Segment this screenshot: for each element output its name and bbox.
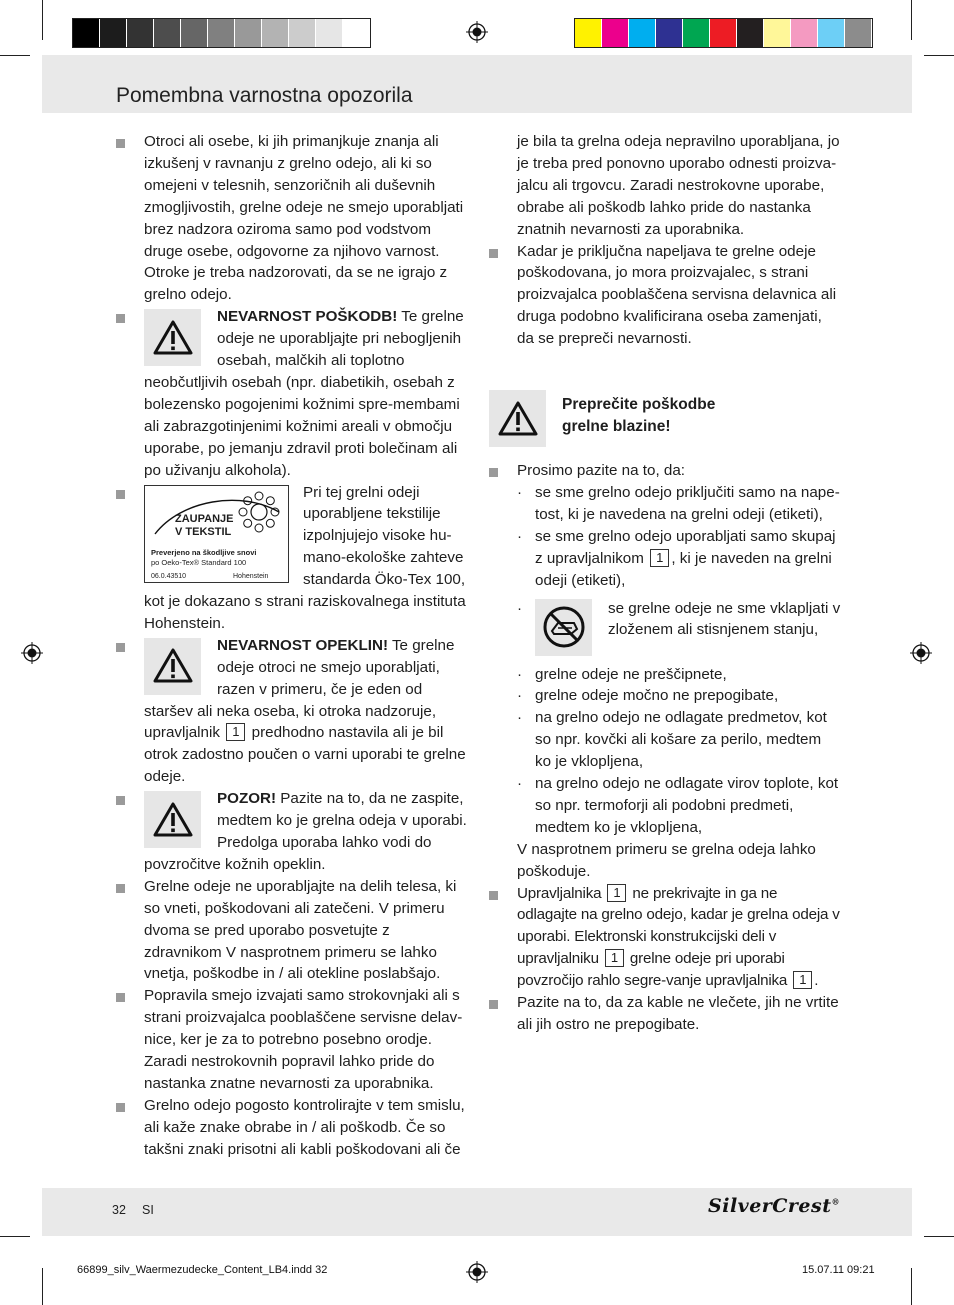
warning-triangle-icon — [489, 390, 546, 447]
sub-item-text: na grelno odejo ne odlagate predmetov, kot so npr. kovčki ali košare za perilo, medtem ko je vklopljena, — [535, 709, 827, 771]
item-text: Otroci ali osebe, ki jih primanjkuje znanja ali izkušenj v ravnanju z grelno odejo, ali ki so omejeni v telesnih, senzoričnih ali duševnih zmogljivostih, grelne odeje ne smejo uporabljati brez nadzora oziroma samo pod vodstvom druge osebe, odgovorne za njihovo varnost. Otroke je treba nadzorovati, da se ne igrajo z grelno odejo. — [144, 133, 464, 304]
color-swatch — [818, 19, 845, 47]
item-text: Te grelne odeje otroci ne smejo uporabljati, razen v primeru, če je eden od staršev ali neka oseba, ki otroka nadzoruje, upravljalnik — [144, 636, 455, 742]
registration-mark-icon — [466, 21, 488, 43]
list-item — [116, 985, 468, 1095]
color-swatch — [575, 19, 602, 47]
sub-item-text: , ki je naveden na grelni odeji (etiketi), — [535, 549, 832, 589]
registration-mark-icon — [466, 1261, 488, 1283]
page-number: 32 — [112, 1203, 126, 1217]
right-column — [489, 131, 841, 1036]
controller-ref-badge: 1 — [607, 884, 626, 902]
brand-registered-mark: ® — [831, 1196, 840, 1207]
color-swatch — [602, 19, 629, 47]
list-item — [116, 131, 468, 306]
list-item — [489, 992, 841, 1036]
list-item-continued — [489, 131, 841, 241]
crop-mark — [911, 1268, 912, 1305]
list-item — [116, 788, 468, 876]
oeko-line-4: po Oeko-Tex® Standard 100 — [151, 557, 247, 567]
item-text: Pazite na to, da ne zaspite, medtem ko je grelna odeja v uporabi. Predolga uporaba lahko vodi do povzročitve kožnih opeklin. — [144, 790, 467, 873]
registration-mark-icon — [21, 642, 43, 664]
item-text: grelne odeje pri uporabi povzročijo rahlo segre-vanje upravljalnika — [517, 950, 792, 990]
item-text: . — [814, 972, 819, 990]
color-swatch — [181, 19, 208, 47]
bullet-square-icon — [116, 884, 125, 893]
date-slug: 15.07.11 09:21 — [802, 1264, 875, 1276]
list-item — [489, 241, 841, 351]
color-swatch — [154, 19, 181, 47]
oeko-code: 06.0.43510 — [151, 572, 187, 580]
controller-ref-badge: 1 — [605, 949, 624, 967]
color-swatch — [73, 19, 100, 47]
bullet-square-icon — [116, 139, 125, 148]
sub-item — [517, 482, 841, 526]
bullet-square-icon — [116, 1103, 125, 1112]
item-text: Grelne odeje ne uporabljajte na delih telesa, ki so vneti, poškodovani ali zatečeni. V primeru dvoma se pred uporabo posvetujte z zdravnikom V nasprotnem primeru se lahko vnetja, poškodbe in / ali otekline poslabšajo. — [144, 877, 457, 983]
color-swatch — [316, 19, 343, 47]
list-item — [116, 482, 468, 635]
crop-mark — [42, 0, 43, 40]
sub-item — [517, 664, 841, 686]
color-swatch — [764, 19, 791, 47]
color-swatch — [262, 19, 289, 47]
bullet-square-icon — [489, 249, 498, 258]
bullet-square-icon — [489, 891, 498, 900]
process-color-bar — [574, 18, 873, 48]
page-language: SI — [142, 1203, 154, 1217]
color-swatch — [289, 19, 316, 47]
bullet-square-icon — [489, 468, 498, 477]
sub-item — [517, 685, 841, 707]
oeko-line-3: Preverjeno na škodljive snovi — [151, 547, 257, 557]
color-swatch — [737, 19, 764, 47]
item-text: Grelno odejo pogosto kontrolirajte v tem smislu, ali kaže znake obrabe in / ali poškodb. Če so takšni znaki prisotni ali kabli poškodovani ali če — [144, 1096, 465, 1158]
warning-triangle-icon — [144, 638, 201, 695]
sub-bullet: · — [517, 599, 523, 617]
controller-ref-badge: 1 — [650, 549, 669, 567]
sub-item-text: na grelno odejo ne odlagate virov toplote, kot so npr. termoforji ali podobni predmeti, medtem ko je vklopljena, — [535, 775, 839, 836]
color-swatch — [235, 19, 262, 47]
color-swatch — [100, 19, 127, 47]
brand-logo — [708, 1195, 840, 1217]
crop-mark — [911, 0, 912, 40]
color-swatch — [710, 19, 737, 47]
sub-item — [517, 707, 841, 773]
item-text: V nasprotnem primeru se grelna odeja lahko poškoduje. — [517, 840, 816, 880]
color-swatch — [845, 19, 872, 47]
sub-item-text: grelne odeje močno ne prepogibate, — [535, 687, 779, 705]
item-text: Pri tej grelni odeji uporabljene tekstilije izpolnjujejo visoke hu-mano-ekološke zahteve standarda Öko-Tex 100, kot je dokazano s strani raziskovalnega instituta Hohenstein. — [144, 483, 466, 632]
warning-heading: NEVARNOST OPEKLIN! — [217, 636, 389, 654]
item-text: Prosimo pazite na to, da: — [517, 462, 685, 480]
color-swatch — [683, 19, 710, 47]
warning-triangle-icon — [144, 791, 201, 848]
sub-item — [517, 598, 841, 658]
page-title: Pomembna varnostna opozorila — [116, 84, 413, 107]
item-text: predhodno nastavila ali je bil otrok zadostno poučen o varni uporabi te grelne odeje. — [144, 724, 466, 786]
warning-heading: POZOR! — [217, 790, 277, 808]
oeko-tex-logo — [144, 485, 289, 583]
oeko-institute: Hohenstein — [233, 572, 269, 580]
section-title-line-1: Preprečite poškodbe — [562, 396, 716, 414]
item-text: Te grelne odeje ne uporabljajte pri nebogljenih osebah, malčkih ali toplotno neobčutljivih osebah (npr. diabetikih, osebah z bolezensko pogojenimi kožnimi spre-membami ali zabrazgotinjenimi kožnimi areali v območju uporabe, po jemanju zdravil proti bolečinam ali po uživanju alkohola). — [144, 308, 464, 479]
item-text: Popravila smejo izvajati samo strokovnjaki ali s strani proizvajalca pooblaščene servisne delav-nice, ker je za to potrebno posebno orodje. Zaradi nestrokovnih popravil lahko pride do nastanka znatne nevarnosti za uporabnika. — [144, 987, 463, 1092]
section-heading — [489, 390, 841, 448]
sub-item — [517, 773, 841, 839]
list-item — [116, 1095, 468, 1161]
sub-item — [517, 526, 841, 592]
registration-mark-icon — [910, 642, 932, 664]
brand-name: SilverCrest — [708, 1195, 832, 1217]
bullet-square-icon — [116, 643, 125, 652]
crop-mark — [42, 1268, 43, 1305]
color-swatch — [629, 19, 656, 47]
section-title-line-2: grelne blazine! — [562, 418, 671, 436]
sub-bullet: · — [517, 709, 523, 727]
sub-bullet: · — [517, 665, 523, 683]
item-text: Upravljalnika — [517, 884, 606, 902]
left-column — [116, 131, 468, 1161]
bullet-square-icon — [116, 796, 125, 805]
color-swatch — [127, 19, 154, 47]
no-folded-blanket-icon — [535, 599, 592, 656]
controller-ref-badge: 1 — [793, 971, 812, 989]
color-swatch — [656, 19, 683, 47]
sub-bullet: · — [517, 775, 523, 793]
sub-bullet: · — [517, 687, 523, 705]
sub-item-text: grelne odeje ne preščipnete, — [535, 665, 727, 683]
list-item — [116, 306, 468, 481]
item-text: Pazite na to, da za kable ne vlečete, jih ne vrtite ali jih ostro ne prepogibate. — [517, 994, 839, 1033]
sub-item-text: se grelne odeje ne sme vklapljati v zloženem ali stisnjenem stanju, — [608, 599, 841, 639]
sub-item-text: se sme grelno odejo uporabljati samo skupaj z upravljalnikom — [535, 527, 836, 567]
sub-item-text: se sme grelno odejo priključiti samo na nape-tost, ki je navedena na grelni odeji (etiketi), — [535, 483, 840, 523]
color-swatch — [208, 19, 235, 47]
sub-bullet: · — [517, 483, 523, 501]
controller-ref-badge: 1 — [226, 723, 245, 741]
list-item — [489, 883, 841, 993]
warning-heading: NEVARNOST POŠKODB! — [217, 308, 398, 326]
list-item — [116, 876, 468, 986]
crop-mark — [0, 55, 30, 56]
swoosh-decoration — [151, 494, 281, 538]
item-text: ne prekrivajte in ga ne odlagajte na grelno odejo, kadar je grelna odeja v uporabi. Elektronski konstrukcijski deli v upravljalniku — [517, 884, 840, 968]
bullet-square-icon — [489, 1000, 498, 1009]
list-item — [489, 460, 841, 883]
item-text: Kadar je priključna napeljava te grelne odeje poškodovana, jo mora proizvajalec, s strani proizvajalca pooblaščena servisna delavnica ali druga podobno kvalificirana oseba zamenjati, da se prepreči nevarnosti. — [517, 242, 837, 348]
oeko-line-2: V TEKSTIL — [175, 525, 232, 538]
color-swatch — [343, 19, 370, 47]
file-slug: 66899_silv_Waermezudecke_Content_LB4.indd 32 — [77, 1264, 328, 1276]
bullet-square-icon — [116, 993, 125, 1002]
oeko-line-1: ZAUPANJE — [175, 512, 234, 525]
grayscale-color-bar — [72, 18, 371, 48]
sub-bullet: · — [517, 527, 523, 545]
list-item — [116, 635, 468, 788]
crop-mark — [0, 1236, 30, 1237]
crop-mark — [924, 1236, 954, 1237]
bullet-square-icon — [116, 314, 125, 323]
color-swatch — [791, 19, 818, 47]
crop-mark — [924, 55, 954, 56]
warning-triangle-icon — [144, 309, 201, 366]
item-text: je bila ta grelna odeja nepravilno uporabljana, jo je treba pred ponovno uporabo odnesti proizva-jalcu ali trgovcu. Zaradi nestrokovne uporabe, obrabe ali poškodb lahko pride do nastanka znatnih nevarnosti za uporabnika. — [517, 133, 840, 238]
bullet-square-icon — [116, 490, 125, 499]
